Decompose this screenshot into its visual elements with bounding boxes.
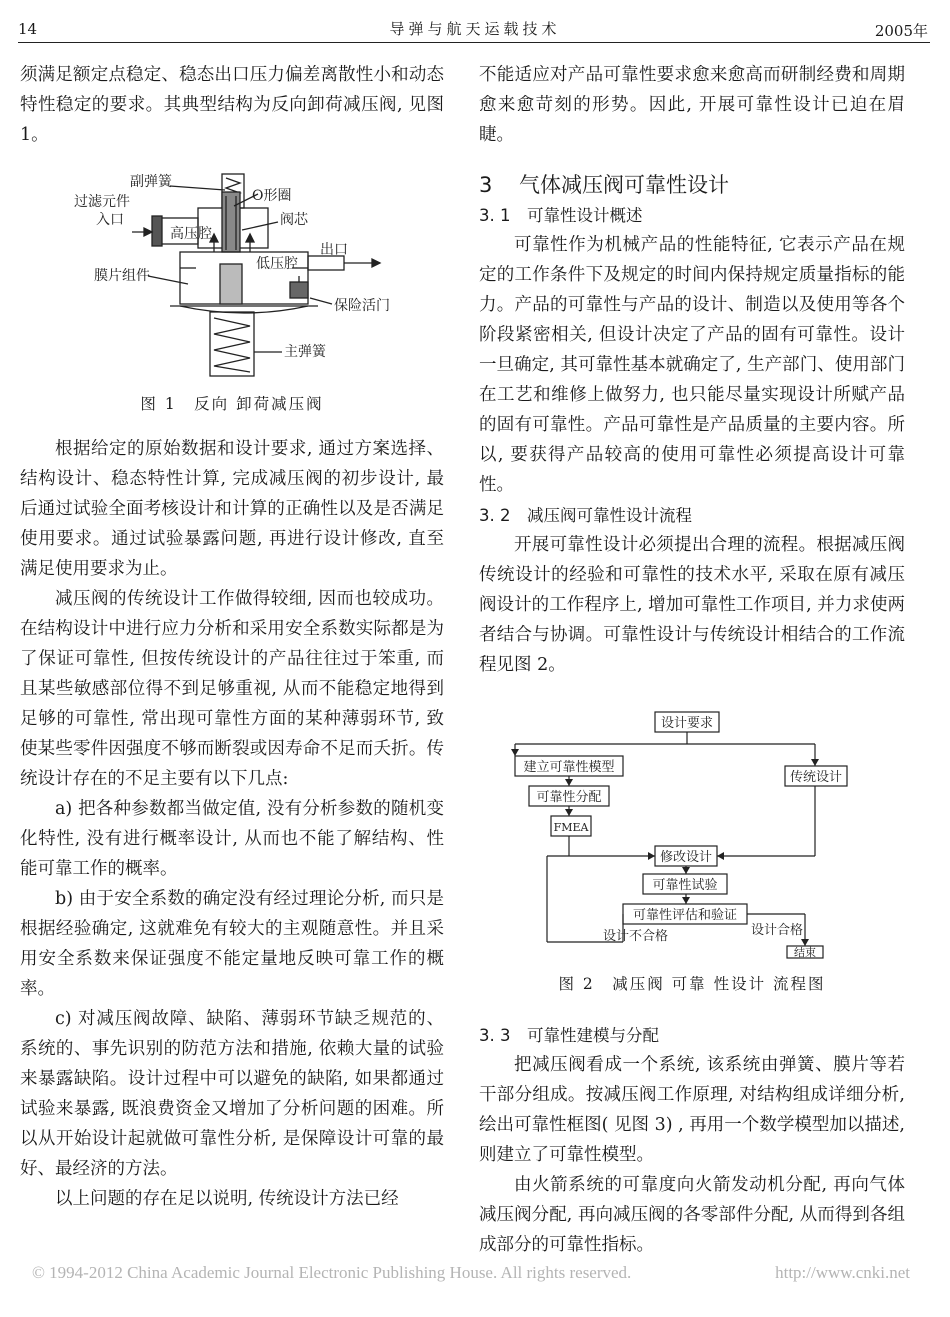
page-header (0, 0, 950, 44)
left-column (20, 60, 444, 1214)
list-item-b: b) 由于安全系数的确定没有经过理论分析, 而只是根据经验确定, 这就难免有较大的主观随意性。并且采用安全系数来保证强度不能定量地反映可靠工作的概率。 (20, 889, 444, 999)
section-3-heading (479, 172, 905, 198)
section-3-3-paragraph-2: 由火箭系统的可靠度向火箭发动机分配, 再向气体减压阀分配, 再向减压阀的各零部件分配, 从而得到各组成部分的可靠性指标。 (479, 1175, 905, 1255)
section-3-3-title: 可靠性建模与分配 (527, 1026, 659, 1045)
left-paragraph-2: 根据给定的原始数据和设计要求, 通过方案选择、结构设计、稳态特性计算, 完成减压阀的初步设计, 最后通过试验全面考核设计和计算的正确性以及是否满足使用要求。通过试验暴露问题, 再进行设计修改, 直至满足使用要求为止。 (20, 439, 444, 579)
section-3-3-number: 3. 3 (479, 1026, 511, 1045)
section-3-1-paragraph: 可靠性作为机械产品的性能特征, 它表示产品在规定的工作条件下及规定的时间内保持规定质量指标的能力。产品的可靠性与产品的设计、制造以及使用等各个阶段紧密相关, 但设计决定了产品的固有可靠性。设计一旦确定, 其可靠性基本就确定了, 生产部门、使用部门在工艺和维修上做努力, 也只能尽量实现设计所赋产品的固有可靠性。产品可靠性是产品质量的主要内容。所以, 要获得产品较高的使用可靠性必须提高设计可靠性。 (479, 235, 905, 495)
flow-label-evaluate: 可靠性评估和验证 (632, 908, 738, 923)
flow-label-model: 建立可靠性模型 (523, 760, 615, 775)
flow-label-test: 可靠性试验 (652, 878, 718, 893)
footer-url[interactable]: http://www.cnki.net (775, 1263, 910, 1282)
page-footer (32, 1263, 910, 1287)
section-3-2-title: 减压阀可靠性设计流程 (527, 506, 692, 525)
flow-label-allocation: 可靠性分配 (536, 790, 602, 805)
flow-label-modify: 修改设计 (659, 850, 713, 865)
header-year: 2005年 (874, 22, 928, 40)
right-paragraph-1: 不能适应对产品可靠性要求愈来愈高而研制经费和周期愈来愈苛刻的形势。因此, 开展可靠性设计已迫在眉睫。 (479, 65, 905, 145)
left-paragraph-4: 以上问题的存在足以说明, 传统设计方法已经 (55, 1189, 399, 1209)
flow-label-traditional: 传统设计 (789, 770, 843, 785)
flow-label-pass: 设计合格 (751, 923, 804, 938)
pressure-valve-diagram (20, 172, 444, 382)
label-outlet: 出口 (320, 242, 348, 258)
flow-label-design-req: 设计要求 (660, 716, 714, 731)
section-3-3-paragraph-1: 把减压阀看成一个系统, 该系统由弹簧、膜片等若干部分组成。按减压阀工作原理, 对结构组成详细分析, 绘出可靠性框图( 见图 3) , 再用一个数学模型加以描述, 则建立了可靠性模型。 (479, 1055, 905, 1165)
section-3-3-heading (479, 1024, 905, 1048)
left-paragraph-3: 减压阀的传统设计工作做得较细, 因而也较成功。在结构设计中进行应力分析和采用安全系数实际都是为了保证可靠性, 但按传统设计的产品往往过于笨重, 而且某些敏感部位得不到足够重视, 从而不能稳定地得到足够的可靠性, 常出现可靠性方面的某种薄弱环节, 致使某些零件因强度不够而断裂或因寿命不足而夭折。传统设计存在的不足主要有以下几点: (20, 589, 444, 789)
label-diaphragm: 膜片组件 (94, 268, 150, 284)
label-high-chamber: 高压腔 (170, 226, 212, 242)
flowchart-diagram (479, 710, 905, 960)
label-secondary-spring: 副弹簧 (130, 174, 172, 190)
journal-title: 导弹与航天运载技术 (389, 20, 561, 38)
section-3-1-number: 3. 1 (479, 206, 511, 225)
footer-copyright: © 1994-2012 China Academic Journal Electronic Publishing House. All rights reserved. (32, 1263, 632, 1282)
section-3-2-heading (479, 504, 905, 528)
label-valve-core: 阀芯 (280, 212, 308, 228)
section-3-1-title: 可靠性设计概述 (527, 206, 643, 225)
list-item-a: a) 把各种参数都当做定值, 没有分析参数的随机变化特性, 没有进行概率设计, 从而也不能了解结构、性能可靠工作的概率。 (20, 799, 444, 879)
section-3-1-heading (479, 204, 905, 228)
left-paragraph-1: 须满足额定点稳定、稳态出口压力偏差离散性小和动态特性稳定的要求。其典型结构为反向卸荷减压阀, 见图 1。 (20, 65, 444, 145)
label-filter: 过滤元件 (74, 194, 130, 210)
header-rule (18, 42, 930, 43)
section-3-title: 气体减压阀可靠性设计 (519, 173, 729, 197)
section-3-2-paragraph: 开展可靠性设计必须提出合理的流程。根据减压阀传统设计的经验和可靠性的技术水平, 采取在原有减压阀设计的工作程序上, 增加可靠性工作项目, 并力求使两者结合与协调。可靠性设计与传统设计相结合的工作流程见图 2。 (479, 535, 905, 675)
flow-label-fail: 设计不合格 (603, 929, 669, 944)
label-o-ring: O形圈 (252, 188, 292, 204)
label-low-chamber: 低压腔 (256, 256, 298, 272)
figure-2 (479, 710, 905, 994)
flow-label-fmea: FMEA (553, 821, 589, 834)
section-3-2-number: 3. 2 (479, 506, 511, 525)
figure-2-caption: 图 2 减压阀 可靠 性设计 流程图 (558, 975, 826, 993)
label-safety-valve: 保险活门 (334, 298, 390, 314)
page-number: 14 (18, 20, 38, 38)
flow-label-end: 结束 (794, 946, 816, 959)
section-3-number: 3 (479, 173, 493, 197)
label-main-spring: 主弹簧 (284, 344, 326, 360)
figure-1-caption: 图 1 反向 卸荷减压阀 (140, 395, 324, 413)
right-column (479, 60, 905, 1260)
list-item-c: c) 对减压阀故障、缺陷、薄弱环节缺乏规范的、系统的、事先识别的防范方法和措施, 依赖大量的试验来暴露缺陷。设计过程中可以避免的缺陷, 如果都通过试验来暴露, 既浪费资金又增加了分析问题的困难。所以从开始设计起就做可靠性分析, 是保障设计可靠的最好、最经济的方法。 (20, 1009, 444, 1179)
figure-1 (20, 172, 444, 414)
label-inlet: 入口 (96, 212, 124, 228)
